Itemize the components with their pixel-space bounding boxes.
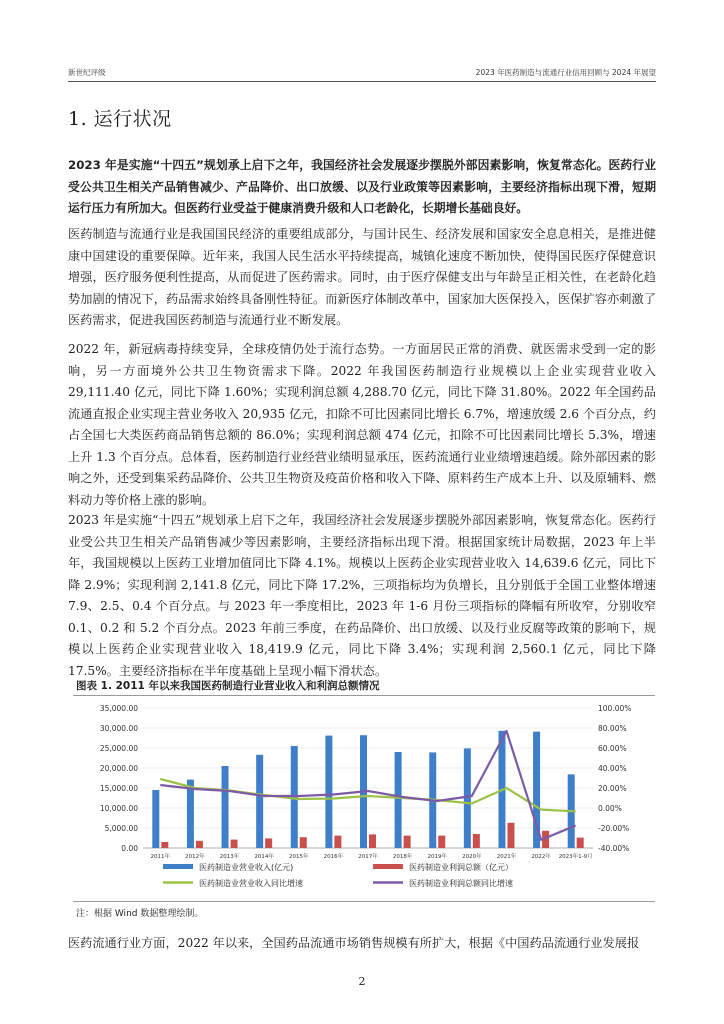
left-tick-label: 35,000.00 <box>99 704 138 713</box>
left-tick-label: 30,000.00 <box>99 724 138 733</box>
right-tick-label: -20.00% <box>598 824 630 833</box>
section-title: 1. 运行状况 <box>68 108 172 130</box>
profit-bar <box>300 837 307 848</box>
legend-label: 医药制造业利润总额（亿元） <box>409 863 513 872</box>
right-tick-label: 20.00% <box>598 784 627 793</box>
legend-swatch <box>163 864 193 869</box>
right-tick-label: 80.00% <box>598 724 627 733</box>
revenue-bar <box>222 766 229 848</box>
left-tick-label: 5,000.00 <box>104 824 138 833</box>
revenue-bar <box>325 736 332 848</box>
profit-bar <box>438 836 445 848</box>
category-label: 2021年 <box>496 854 517 860</box>
left-tick-label: 15,000.00 <box>99 784 138 793</box>
category-label: 2014年 <box>254 854 274 860</box>
profit-bar <box>196 841 203 848</box>
page-header <box>68 67 656 82</box>
profit-bar <box>231 840 238 848</box>
figure-note: 注：根据 Wind 数据整理绘制。 <box>76 909 204 919</box>
body-paragraph-3: 2023 年是实施“十四五”规划承上启下之年，我国经济社会发展逐步摆脱外部因素影响，恢复常态化。医药行业受公共卫生相关产品销售减少等因素影响，主要经济指标出现下滑。根据国家统计局数据，2023 年上半年，我国规模以上医药工业增加值同比下降 4.1%。规模以上医药企业实现营业收入 14,639.6 亿元，同比下降 2.9%；实现利润 2,141.8 亿元，同比下降 17.2%，三项指标均为负增长，且分别低于全国工业整体增速 7.9、2.5、0.4 个百分点。与 2023 年一季度相比，2023 年 1-6 月份三项指标的降幅有所收窄，分别收窄 0.1、0.2 和 5.2 个百分点。2023 年前三季度，在药品降价、出口放缓、以及行业反腐等政策的影响下，规模以上医药企业实现营业收入 18,419.9 亿元，同比下降 3.4%；实现利润 2,560.1 亿元，同比下降 17.5%。主要经济指标在半年度基础上呈现小幅下滑状态。 <box>68 513 656 678</box>
body-paragraph-4: 医药流通行业方面，2022 年以来，全国药品流通市场销售规模有所扩大，根据《中国药品流通行业发展报 <box>68 936 640 950</box>
profit-bar <box>507 823 514 848</box>
right-tick-label: 100.00% <box>598 704 632 713</box>
profit-bar <box>161 842 168 848</box>
profit-bar <box>334 836 341 848</box>
right-tick-label: -40.00% <box>598 844 630 853</box>
profit-bar <box>577 838 584 848</box>
category-label: 2011年 <box>150 854 171 860</box>
profit-bar <box>404 836 411 848</box>
category-label: 2017年 <box>358 854 378 860</box>
page-number: 2 <box>358 975 366 988</box>
profit-bar <box>369 834 376 848</box>
profit-bar <box>265 838 272 848</box>
profit-bar <box>473 834 480 848</box>
revenue-profit-chart <box>73 696 655 901</box>
legend-label: 医药制造业营业收入同比增速 <box>199 879 303 888</box>
category-label: 2015年 <box>289 854 309 860</box>
summary-paragraph: 2023 年是实施“十四五”规划承上启下之年，我国经济社会发展逐步摆脱外部因素影响，恢复常态化。医药行业受公共卫生相关产品销售减少、产品降价、出口放缓、以及行业政策等因素影响，主要经济指标出现下滑，短期运行压力有所加大。但医药行业受益于健康消费升级和人口老龄化，长期增长基础良好。 <box>68 158 656 215</box>
left-tick-label: 0.00 <box>121 844 138 853</box>
header-right: 2023 年医药制造与流通行业信用回顾与 2024 年展望 <box>475 68 656 77</box>
left-tick-label: 10,000.00 <box>99 804 138 813</box>
revenue-bar <box>464 748 471 848</box>
category-label: 2012年 <box>185 854 205 860</box>
legend-label: 医药制造业利润总额同比增速 <box>409 879 513 888</box>
category-label: 2023年1-9月 <box>558 854 593 860</box>
legend-swatch <box>373 864 403 869</box>
revenue-bar <box>395 752 402 848</box>
category-label: 2022年 <box>531 854 551 860</box>
right-tick-label: 0.00% <box>598 804 622 813</box>
revenue-bar <box>256 755 263 848</box>
figure-frame <box>73 695 655 902</box>
category-label: 2016年 <box>323 854 344 860</box>
body-paragraph-2: 2022 年，新冠病毒持续变异，全球疫情仍处于流行态势。一方面居民正常的消费、就医需求受到一定的影响，另一方面境外公共卫生物资需求下降。2022 年我国医药制造行业规模以上企业实现营业收入 29,111.40 亿元，同比下降 1.60%；实现利润总额 4,288.70 亿元，同比下降 31.80%。2022 年全国药品流通直报企业实现主营业务收入 20,935 亿元，扣除不可比因素同比增长 6.7%，增速放缓 2.6 个百分点，约占全国七大类医药商品销售总额的 86.0%；实现利润总额 474 亿元，扣除不可比因素同比增长 5.3%，增速上升 1.3 个百分点。总体看，医药制造行业经营业绩明显承压，医药流通行业业绩增速趋缓。除外部因素的影响之外，还受到集采药品降价、公共卫生物资及疫苗价格和收入下降、原料药生产成本上升、以及原辅料、燃料动力等价格上涨的影响。 <box>68 342 656 507</box>
figure-title: 图表 1. 2011 年以来我国医药制造行业营业收入和利润总额情况 <box>76 680 380 692</box>
legend-label: 医药制造业营业收入(亿元) <box>199 863 294 872</box>
category-label: 2020年 <box>462 854 482 860</box>
right-tick-label: 40.00% <box>598 764 627 773</box>
right-tick-label: 60.00% <box>598 744 627 753</box>
category-label: 2018年 <box>392 854 413 860</box>
revenue-bar <box>152 790 159 848</box>
header-left: 新世纪评级 <box>68 68 106 77</box>
left-tick-label: 20,000.00 <box>99 764 138 773</box>
left-tick-label: 25,000.00 <box>99 744 138 753</box>
body-paragraph-1: 医药制造与流通行业是我国国民经济的重要组成部分，与国计民生、经济发展和国家安全息息相关，是推进健康中国建设的重要保障。近年来，我国人民生活水平持续提高，城镇化速度不断加快，使得国民医疗保健意识增强，医疗服务便利性提高，从而促进了医药需求。同时，由于医疗保健支出与年龄呈正相关性，在老龄化趋势加剧的情况下，药品需求始终具备刚性特征。而新医疗体制改革中，国家加大医保投入，医保扩容亦刺激了医药需求，促进我国医药制造与流通行业不断发展。 <box>68 227 656 327</box>
category-label: 2013年 <box>219 854 240 860</box>
category-label: 2019年 <box>427 854 447 860</box>
